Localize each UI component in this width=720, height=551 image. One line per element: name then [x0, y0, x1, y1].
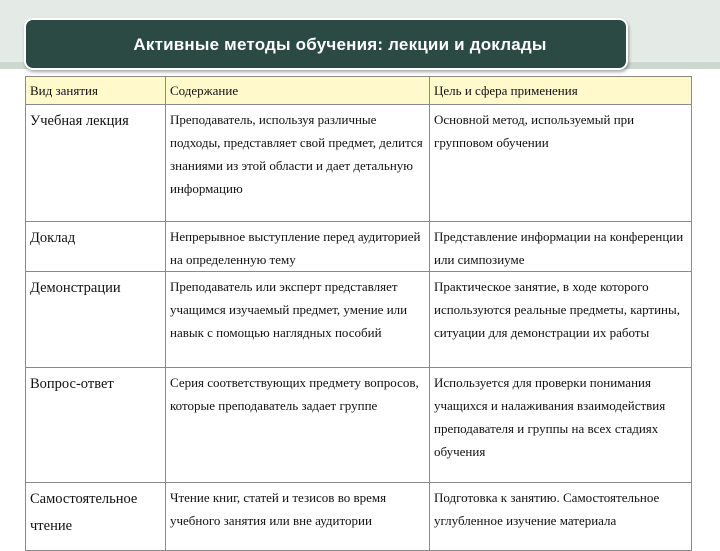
table-row [26, 105, 692, 222]
slide-title: Активные методы обучения: лекции и доклады [133, 35, 547, 54]
table-row [26, 368, 692, 483]
header-purpose: Цель и сфера применения [430, 77, 692, 105]
row-content: Серия соответствующих предмету вопросов, которые преподаватель задает группе [166, 368, 430, 483]
header-type: Вид занятия [26, 77, 166, 105]
row-content: Преподаватель или эксперт представляет учащимся изучаемый предмет, умение или навык с помощью наглядных пособий [166, 272, 430, 368]
row-content: Преподаватель, используя различные подходы, представляет свой предмет, делится знаниями из этой области и дает детальную информацию [166, 105, 430, 222]
row-content: Непрерывное выступление перед аудиторией на определенную тему [166, 222, 430, 272]
row-content: Чтение книг, статей и тезисов во время учебного занятия или вне аудитории [166, 483, 430, 551]
header-content: Содержание [166, 77, 430, 105]
row-purpose: Основной метод, используемый при групповом обучении [430, 105, 692, 222]
row-purpose: Подготовка к занятию. Самостоятельное углубленное изучение материала [430, 483, 692, 551]
methods-table [25, 76, 692, 551]
row-type: Демонстрации [26, 272, 166, 368]
table-header-row [26, 77, 692, 105]
row-type: Доклад [26, 222, 166, 272]
row-purpose: Используется для проверки понимания учащихся и налаживания взаимодействия преподавателя и группы на всех стадиях обучения [430, 368, 692, 483]
row-purpose: Представление информации на конференции или симпозиуме [430, 222, 692, 272]
title-banner [24, 18, 628, 70]
table-row [26, 272, 692, 368]
row-type: Самостоятельное чтение [26, 483, 166, 551]
row-purpose: Практическое занятие, в ходе которого используются реальные предметы, картины, ситуации для демонстрации их работы [430, 272, 692, 368]
row-type: Учебная лекция [26, 105, 166, 222]
row-type: Вопрос-ответ [26, 368, 166, 483]
table-row [26, 483, 692, 551]
table-row [26, 222, 692, 272]
